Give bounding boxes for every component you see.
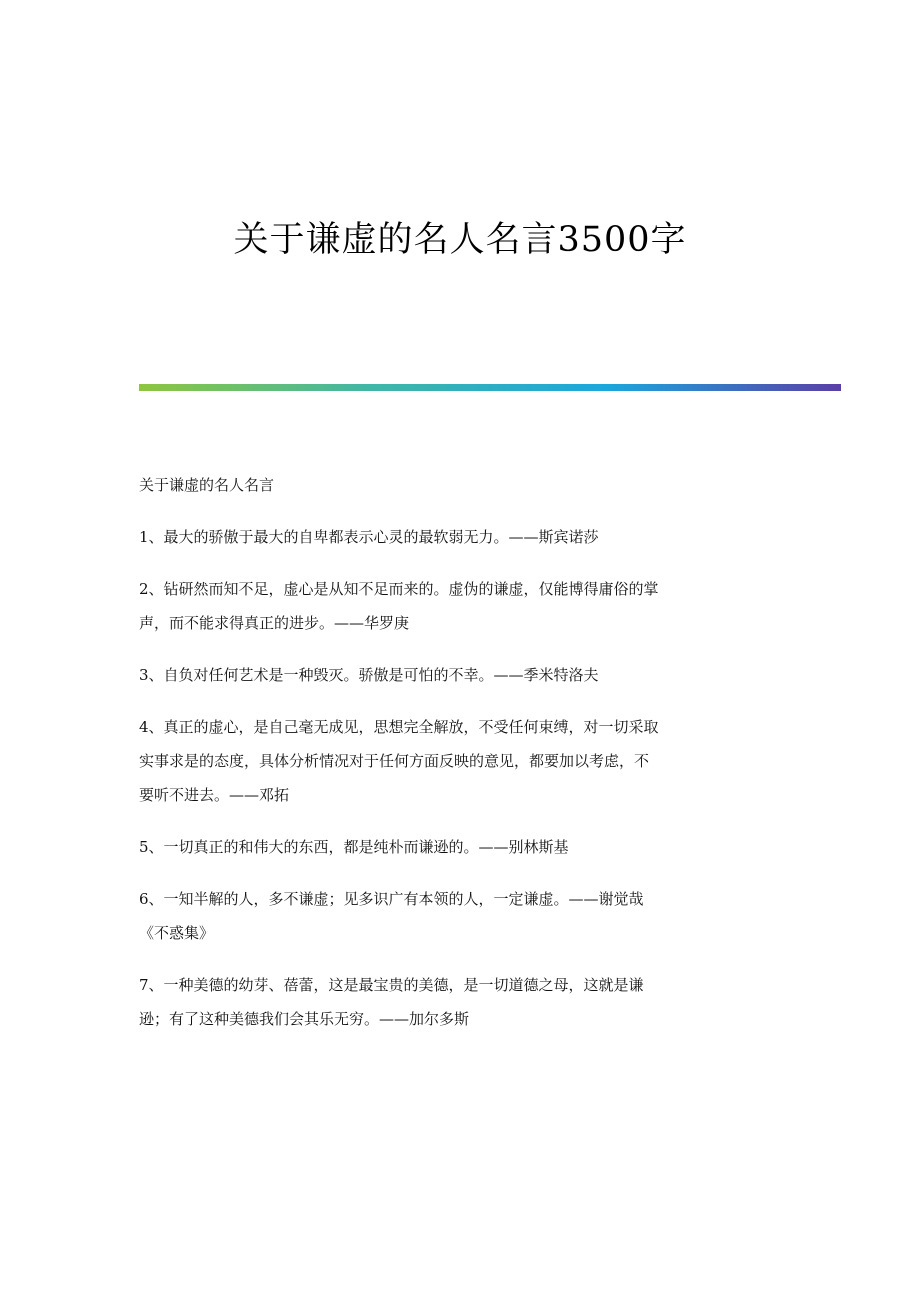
quote-line: 要听不进去。——邓拓 [139, 786, 290, 804]
quote-6 [139, 882, 789, 950]
quote-5 [139, 830, 789, 864]
quote-line: 《不惑集》 [139, 924, 215, 942]
document-body [139, 468, 789, 1054]
title-divider [139, 384, 841, 391]
quote-line: 7、一种美德的幼芽、蓓蕾，这是最宝贵的美德，是一切道德之母，这就是谦 [139, 976, 644, 994]
quote-line: 3、自负对任何艺术是一种毁灭。骄傲是可怕的不幸。——季米特洛夫 [139, 666, 599, 684]
quote-4 [139, 710, 789, 812]
quote-line: 5、一切真正的和伟大的东西，都是纯朴而谦逊的。——别林斯基 [139, 838, 569, 856]
quote-line: 声，而不能求得真正的进步。——华罗庚 [139, 614, 410, 632]
quote-2 [139, 572, 789, 640]
section-subtitle: 关于谦虚的名人名言 [139, 476, 275, 494]
quote-line: 1、最大的骄傲于最大的自卑都表示心灵的最软弱无力。——斯宾诺莎 [139, 528, 599, 546]
quote-line: 实事求是的态度，具体分析情况对于任何方面反映的意见，都要加以考虑，不 [139, 752, 650, 770]
quote-line: 逊；有了这种美德我们会其乐无穷。——加尔多斯 [139, 1010, 470, 1028]
quote-1 [139, 520, 789, 554]
quote-line: 4、真正的虚心，是自己毫无成见，思想完全解放，不受任何束缚，对一切采取 [139, 718, 659, 736]
quote-3 [139, 658, 789, 692]
quote-line: 6、一知半解的人，多不谦虚；见多识广有本领的人，一定谦虚。——谢觉哉 [139, 890, 644, 908]
quote-7 [139, 968, 789, 1036]
quote-line: 2、钻研然而知不足，虚心是从知不足而来的。虚伪的谦虚，仅能博得庸俗的掌 [139, 580, 659, 598]
page-title: 关于谦虚的名人名言3500字 [233, 220, 687, 260]
